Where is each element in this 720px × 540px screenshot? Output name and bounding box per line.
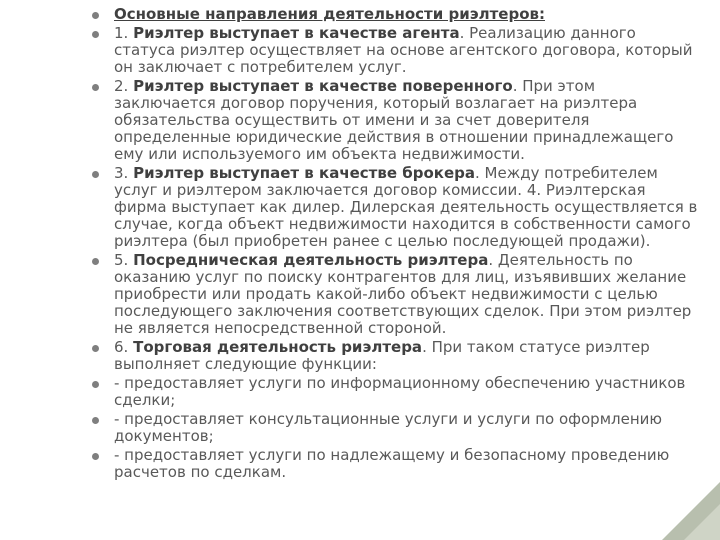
item-number: 6. — [114, 338, 129, 356]
list-item-function-info — [88, 375, 700, 409]
item-text: . При этом заключается договор поручения, который возлагает на риэлтера обязательства осуществить от имени и за счет доверителя определенные юридические действия в отношении принадлежащего ему или используемого им объекта недвижимости. — [114, 77, 674, 163]
list-item-broker — [88, 165, 700, 250]
item-text: - предоставляет услуги по информационному обеспечению участников сделки; — [114, 374, 686, 409]
item-title: Риэлтер выступает в качестве брокера — [133, 164, 475, 182]
list-item-agent — [88, 25, 700, 76]
list-item-trading — [88, 339, 700, 373]
item-text: . Между потребителем услуг и риэлтером заключается договор комиссии. 4. Риэлтерская фирма выступает как дилер. Дилерская деятельность осуществляется в случае, когда объект недвижимости находится в собственности самого риэлтера (был приобретен ранее с целью последующей продажи). — [114, 164, 698, 250]
item-text: . Деятельность по оказанию услуг по поиску контрагентов для лиц, изъявивших желание приобрести или продать какой-либо объект недвижимости с целью последующего заключения соответствующих сделок. При этом риэлтер не является непосредственной стороной. — [114, 251, 692, 337]
item-text: . Реализацию данного статуса риэлтер осуществляет на основе агентского договора, который он заключает с потребителем услуг. — [114, 24, 693, 76]
item-number: 5. — [114, 251, 129, 269]
item-title: Торговая деятельность риэлтера — [133, 338, 423, 356]
list-item-function-settlements — [88, 447, 700, 481]
list-item-attorney — [88, 78, 700, 163]
item-number: 2. — [114, 77, 129, 95]
item-text: - предоставляет услуги по надлежащему и безопасному проведению расчетов по сделкам. — [114, 446, 670, 481]
item-number: 3. — [114, 164, 129, 182]
item-text: . При таком статусе риэлтер выполняет следующие функции: — [114, 338, 650, 373]
list-item-function-consulting — [88, 411, 700, 445]
item-title: Риэлтер выступает в качестве агента — [133, 24, 460, 42]
item-number: 1. — [114, 24, 129, 42]
item-text: - предоставляет консультационные услуги и услуги по оформлению документов; — [114, 410, 663, 445]
item-title: Риэлтер выступает в качестве поверенного — [133, 77, 513, 95]
section-heading: Основные направления деятельности риэлтеров: — [114, 5, 545, 23]
list-item-intermediary — [88, 252, 700, 337]
item-title: Посредническая деятельность риэлтера — [133, 251, 489, 269]
bullet-list — [88, 6, 700, 483]
list-item-heading — [88, 6, 700, 23]
